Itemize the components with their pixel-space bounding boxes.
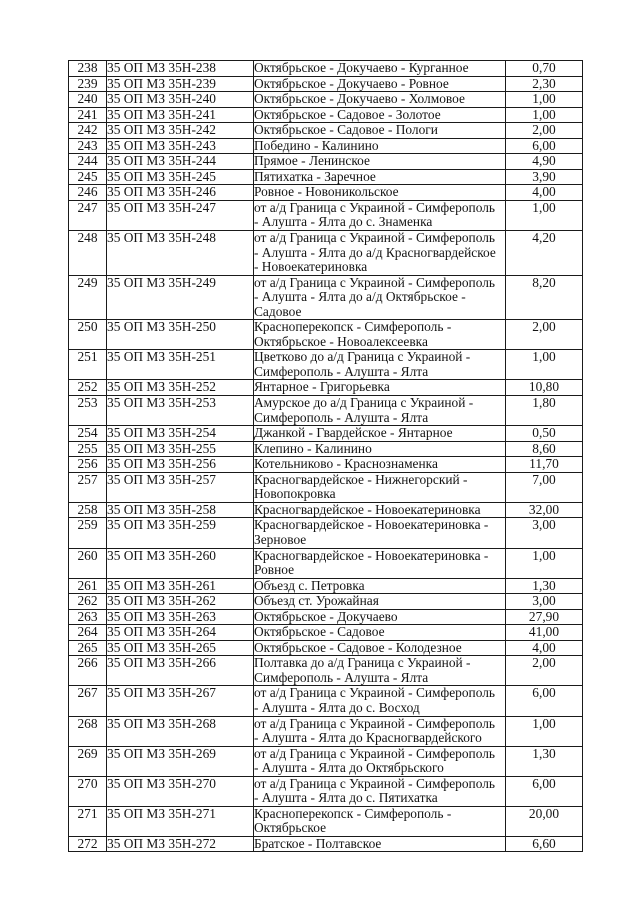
road-code-cell: 35 ОП МЗ 35Н-245 (107, 169, 254, 185)
table-row (69, 776, 583, 806)
table-row (69, 656, 583, 686)
table-row (69, 396, 583, 426)
road-name-line: от а/д Граница с Украиной - Симферополь (254, 746, 496, 761)
road-code-cell: 35 ОП МЗ 35Н-247 (107, 200, 254, 230)
road-name-line: - Алушта - Ялта до с. Пятихатка (254, 790, 438, 806)
road-code-cell: 35 ОП МЗ 35Н-257 (107, 472, 254, 502)
table-row (69, 609, 583, 625)
road-name-cell (254, 123, 506, 139)
road-name-cell (254, 441, 506, 457)
table-row (69, 625, 583, 641)
road-name-line: Ровное (254, 562, 295, 578)
road-code-cell: 35 ОП МЗ 35Н-249 (107, 275, 254, 320)
road-name-line: Октябрьское (254, 820, 327, 836)
row-number-cell: 257 (69, 472, 107, 502)
row-number-cell: 266 (69, 656, 107, 686)
row-number-cell: 245 (69, 169, 107, 185)
row-number-cell: 265 (69, 640, 107, 656)
road-name-line: Симферополь - Алушта - Ялта (254, 363, 429, 379)
road-name-line: Полтавка до а/д Граница с Украиной - (254, 655, 471, 671)
row-number-cell: 267 (69, 686, 107, 716)
road-code-cell: 35 ОП МЗ 35Н-268 (107, 716, 254, 746)
table-row (69, 169, 583, 185)
road-length-cell: 1,80 (506, 396, 583, 426)
road-name-cell (254, 640, 506, 656)
road-name-cell (254, 548, 506, 578)
road-name-cell (254, 594, 506, 610)
row-number-cell: 253 (69, 396, 107, 426)
table-row (69, 200, 583, 230)
road-length-cell: 1,00 (506, 200, 583, 230)
road-name-cell (254, 472, 506, 502)
road-name-line: Цветково до а/д Граница с Украиной - (254, 349, 471, 365)
road-code-cell: 35 ОП МЗ 35Н-264 (107, 625, 254, 641)
road-code-cell: 35 ОП МЗ 35Н-262 (107, 594, 254, 610)
road-length-cell: 41,00 (506, 625, 583, 641)
row-number-cell: 271 (69, 806, 107, 836)
row-number-cell: 251 (69, 350, 107, 380)
road-name-line: Победино - Калинино (254, 138, 379, 153)
row-number-cell: 260 (69, 548, 107, 578)
road-name-line: Октябрьское - Докучаево - Холмовое (254, 91, 465, 107)
road-length-cell: 2,00 (506, 123, 583, 139)
row-number-cell: 243 (69, 138, 107, 154)
road-length-cell: 6,00 (506, 138, 583, 154)
row-number-cell: 241 (69, 107, 107, 123)
row-number-cell: 272 (69, 836, 107, 852)
road-length-cell: 1,00 (506, 107, 583, 123)
table-row (69, 123, 583, 139)
road-name-cell (254, 396, 506, 426)
road-length-cell: 8,60 (506, 441, 583, 457)
row-number-cell: 269 (69, 746, 107, 776)
road-length-cell: 3,00 (506, 594, 583, 610)
row-number-cell: 268 (69, 716, 107, 746)
road-name-line: Объезд с. Петровка (254, 578, 365, 593)
road-name-cell (254, 380, 506, 396)
road-name-line: от а/д Граница с Украиной - Симферополь (254, 230, 496, 246)
table-row (69, 426, 583, 442)
road-code-cell: 35 ОП МЗ 35Н-267 (107, 686, 254, 716)
row-number-cell: 259 (69, 518, 107, 548)
road-name-line: Октябрьское - Садовое - Золотое (254, 107, 441, 122)
road-name-cell (254, 806, 506, 836)
road-code-cell: 35 ОП МЗ 35Н-243 (107, 138, 254, 154)
row-number-cell: 263 (69, 609, 107, 625)
road-name-line: Амурское до а/д Граница с Украиной - (254, 395, 474, 411)
road-code-cell: 35 ОП МЗ 35Н-265 (107, 640, 254, 656)
table-row (69, 502, 583, 518)
road-name-line: Октябрьское - Садовое - Колодезное (254, 640, 462, 655)
row-number-cell: 248 (69, 231, 107, 276)
road-length-cell: 0,50 (506, 426, 583, 442)
road-length-cell: 1,00 (506, 92, 583, 108)
road-name-line: Красноперекопск - Симферополь - (254, 319, 452, 335)
road-table (68, 60, 583, 852)
road-length-cell: 1,30 (506, 578, 583, 594)
table-row (69, 350, 583, 380)
road-length-cell: 1,00 (506, 350, 583, 380)
road-name-line: Октябрьское - Садовое - Пологи (254, 122, 438, 138)
road-length-cell: 1,30 (506, 746, 583, 776)
road-name-line: Красноперекопск - Симферополь - (254, 806, 452, 821)
road-name-cell (254, 76, 506, 92)
road-table-body (69, 61, 583, 852)
road-code-cell: 35 ОП МЗ 35Н-246 (107, 185, 254, 201)
row-number-cell: 247 (69, 200, 107, 230)
road-name-line: Зерновое (254, 531, 307, 547)
road-name-line: Октябрьское - Новоалексеевка (254, 333, 428, 349)
road-code-cell: 35 ОП МЗ 35Н-240 (107, 92, 254, 108)
road-name-line: Пятихатка - Заречное (254, 169, 376, 184)
road-length-cell: 27,90 (506, 609, 583, 625)
road-name-cell (254, 426, 506, 442)
road-length-cell: 3,00 (506, 518, 583, 548)
table-row (69, 154, 583, 170)
road-length-cell: 11,70 (506, 457, 583, 473)
table-row (69, 640, 583, 656)
road-name-cell (254, 656, 506, 686)
table-row (69, 836, 583, 852)
road-name-cell (254, 457, 506, 473)
road-name-cell (254, 518, 506, 548)
road-name-cell (254, 686, 506, 716)
road-name-cell (254, 107, 506, 123)
road-length-cell: 1,00 (506, 716, 583, 746)
road-length-cell: 2,00 (506, 656, 583, 686)
road-code-cell: 35 ОП МЗ 35Н-270 (107, 776, 254, 806)
row-number-cell: 252 (69, 380, 107, 396)
row-number-cell: 240 (69, 92, 107, 108)
road-name-line: Октябрьское - Садовое (254, 624, 385, 640)
table-row (69, 76, 583, 92)
road-length-cell: 8,20 (506, 275, 583, 320)
row-number-cell: 264 (69, 625, 107, 641)
road-name-line: Симферополь - Алушта - Ялта (254, 409, 429, 425)
table-row (69, 548, 583, 578)
row-number-cell: 238 (69, 61, 107, 77)
road-code-cell: 35 ОП МЗ 35Н-258 (107, 502, 254, 518)
road-name-line: - Алушта - Ялта до а/д Октябрьское - (254, 289, 466, 305)
road-code-cell: 35 ОП МЗ 35Н-271 (107, 806, 254, 836)
road-name-cell (254, 138, 506, 154)
road-code-cell: 35 ОП МЗ 35Н-263 (107, 609, 254, 625)
road-name-line: от а/д Граница с Украиной - Симферополь (254, 200, 496, 215)
table-row (69, 441, 583, 457)
road-code-cell: 35 ОП МЗ 35Н-269 (107, 746, 254, 776)
road-name-line: от а/д Граница с Украиной - Симферополь (254, 776, 496, 791)
road-name-line: Садовое (254, 303, 302, 319)
road-name-line: Симферополь - Алушта - Ялта (254, 669, 429, 685)
road-length-cell: 0,70 (506, 61, 583, 77)
road-name-cell (254, 578, 506, 594)
road-name-line: Котельниково - Краснознаменка (254, 456, 438, 472)
road-code-cell: 35 ОП МЗ 35Н-261 (107, 578, 254, 594)
road-length-cell: 2,30 (506, 76, 583, 92)
road-name-line: от а/д Граница с Украиной - Симферополь (254, 716, 496, 731)
road-length-cell: 4,00 (506, 640, 583, 656)
road-name-line: - Новоекатериновка (254, 259, 368, 275)
table-row (69, 92, 583, 108)
table-row (69, 275, 583, 320)
road-name-cell (254, 836, 506, 852)
road-name-line: Красногвардейское - Нижнегорский - (254, 472, 468, 487)
road-length-cell: 1,00 (506, 548, 583, 578)
road-name-cell (254, 716, 506, 746)
road-code-cell: 35 ОП МЗ 35Н-241 (107, 107, 254, 123)
road-length-cell: 10,80 (506, 380, 583, 396)
table-row (69, 457, 583, 473)
road-length-cell: 7,00 (506, 472, 583, 502)
table-row (69, 806, 583, 836)
road-length-cell: 32,00 (506, 502, 583, 518)
row-number-cell: 246 (69, 185, 107, 201)
row-number-cell: 256 (69, 457, 107, 473)
road-code-cell: 35 ОП МЗ 35Н-272 (107, 836, 254, 852)
table-row (69, 231, 583, 276)
road-name-cell (254, 746, 506, 776)
road-name-line: - Алушта - Ялта до с. Знаменка (254, 214, 433, 230)
road-code-cell: 35 ОП МЗ 35Н-250 (107, 320, 254, 350)
table-row (69, 594, 583, 610)
road-name-cell (254, 231, 506, 276)
row-number-cell: 254 (69, 426, 107, 442)
road-name-line: - Алушта - Ялта до Октябрьского (254, 760, 444, 776)
table-row (69, 185, 583, 201)
road-name-cell (254, 275, 506, 320)
table-row (69, 746, 583, 776)
road-name-cell (254, 61, 506, 77)
table-row (69, 578, 583, 594)
table-row (69, 320, 583, 350)
road-name-line: - Алушта - Ялта до Красногвардейского (254, 730, 482, 746)
road-name-line: Клепино - Калинино (254, 441, 372, 456)
table-row (69, 107, 583, 123)
road-length-cell: 6,60 (506, 836, 583, 852)
row-number-cell: 239 (69, 76, 107, 92)
row-number-cell: 250 (69, 320, 107, 350)
row-number-cell: 249 (69, 275, 107, 320)
road-code-cell: 35 ОП МЗ 35Н-253 (107, 396, 254, 426)
road-code-cell: 35 ОП МЗ 35Н-244 (107, 154, 254, 170)
road-code-cell: 35 ОП МЗ 35Н-252 (107, 380, 254, 396)
row-number-cell: 255 (69, 441, 107, 457)
road-length-cell: 4,20 (506, 231, 583, 276)
road-name-line: Красногвардейское - Новоекатериновка - (254, 548, 489, 563)
road-name-cell (254, 320, 506, 350)
road-name-line: - Алушта - Ялта до с. Восход (254, 699, 420, 715)
road-code-cell: 35 ОП МЗ 35Н-239 (107, 76, 254, 92)
road-name-line: Братское - Полтавское (254, 836, 382, 851)
row-number-cell: 270 (69, 776, 107, 806)
road-length-cell: 4,90 (506, 154, 583, 170)
road-name-cell (254, 350, 506, 380)
road-name-line: Ровное - Новоникольское (254, 184, 399, 200)
table-row (69, 518, 583, 548)
road-name-line: Новопокровка (254, 486, 336, 502)
road-code-cell: 35 ОП МЗ 35Н-256 (107, 457, 254, 473)
row-number-cell: 244 (69, 154, 107, 170)
road-name-cell (254, 502, 506, 518)
road-name-line: Красногвардейское - Новоекатериновка (254, 502, 481, 517)
road-code-cell: 35 ОП МЗ 35Н-251 (107, 350, 254, 380)
road-name-line: Октябрьское - Докучаево - Курганное (254, 60, 469, 75)
road-name-cell (254, 776, 506, 806)
road-length-cell: 6,00 (506, 776, 583, 806)
table-row (69, 472, 583, 502)
road-code-cell: 35 ОП МЗ 35Н-254 (107, 426, 254, 442)
road-length-cell: 6,00 (506, 686, 583, 716)
road-name-line: Объезд ст. Урожайная (254, 593, 379, 609)
road-name-line: Красногвардейское - Новоекатериновка - (254, 517, 489, 533)
table-row (69, 61, 583, 77)
road-code-cell: 35 ОП МЗ 35Н-266 (107, 656, 254, 686)
road-name-line: - Алушта - Ялта до а/д Красногвардейское (254, 244, 496, 260)
road-name-line: Октябрьское - Докучаево (254, 609, 398, 624)
table-row (69, 380, 583, 396)
road-name-line: от а/д Граница с Украиной - Симферополь (254, 685, 496, 701)
road-name-line: Прямое - Ленинское (254, 153, 370, 169)
road-length-cell: 3,90 (506, 169, 583, 185)
road-name-cell (254, 200, 506, 230)
road-name-cell (254, 169, 506, 185)
road-code-cell: 35 ОП МЗ 35Н-238 (107, 61, 254, 77)
road-name-cell (254, 92, 506, 108)
road-name-line: Октябрьское - Докучаево - Ровное (254, 76, 449, 91)
row-number-cell: 261 (69, 578, 107, 594)
table-row (69, 686, 583, 716)
road-code-cell: 35 ОП МЗ 35Н-248 (107, 231, 254, 276)
road-code-cell: 35 ОП МЗ 35Н-255 (107, 441, 254, 457)
row-number-cell: 258 (69, 502, 107, 518)
road-length-cell: 4,00 (506, 185, 583, 201)
road-name-cell (254, 185, 506, 201)
road-name-line: Янтарное - Григорьевка (254, 379, 390, 395)
table-row (69, 716, 583, 746)
road-name-line: Джанкой - Гвардейское - Янтарное (254, 425, 453, 441)
road-code-cell: 35 ОП МЗ 35Н-259 (107, 518, 254, 548)
road-name-line: от а/д Граница с Украиной - Симферополь (254, 275, 496, 290)
road-name-cell (254, 625, 506, 641)
road-length-cell: 2,00 (506, 320, 583, 350)
table-row (69, 138, 583, 154)
road-code-cell: 35 ОП МЗ 35Н-260 (107, 548, 254, 578)
row-number-cell: 262 (69, 594, 107, 610)
road-name-cell (254, 154, 506, 170)
road-length-cell: 20,00 (506, 806, 583, 836)
road-code-cell: 35 ОП МЗ 35Н-242 (107, 123, 254, 139)
road-name-cell (254, 609, 506, 625)
row-number-cell: 242 (69, 123, 107, 139)
